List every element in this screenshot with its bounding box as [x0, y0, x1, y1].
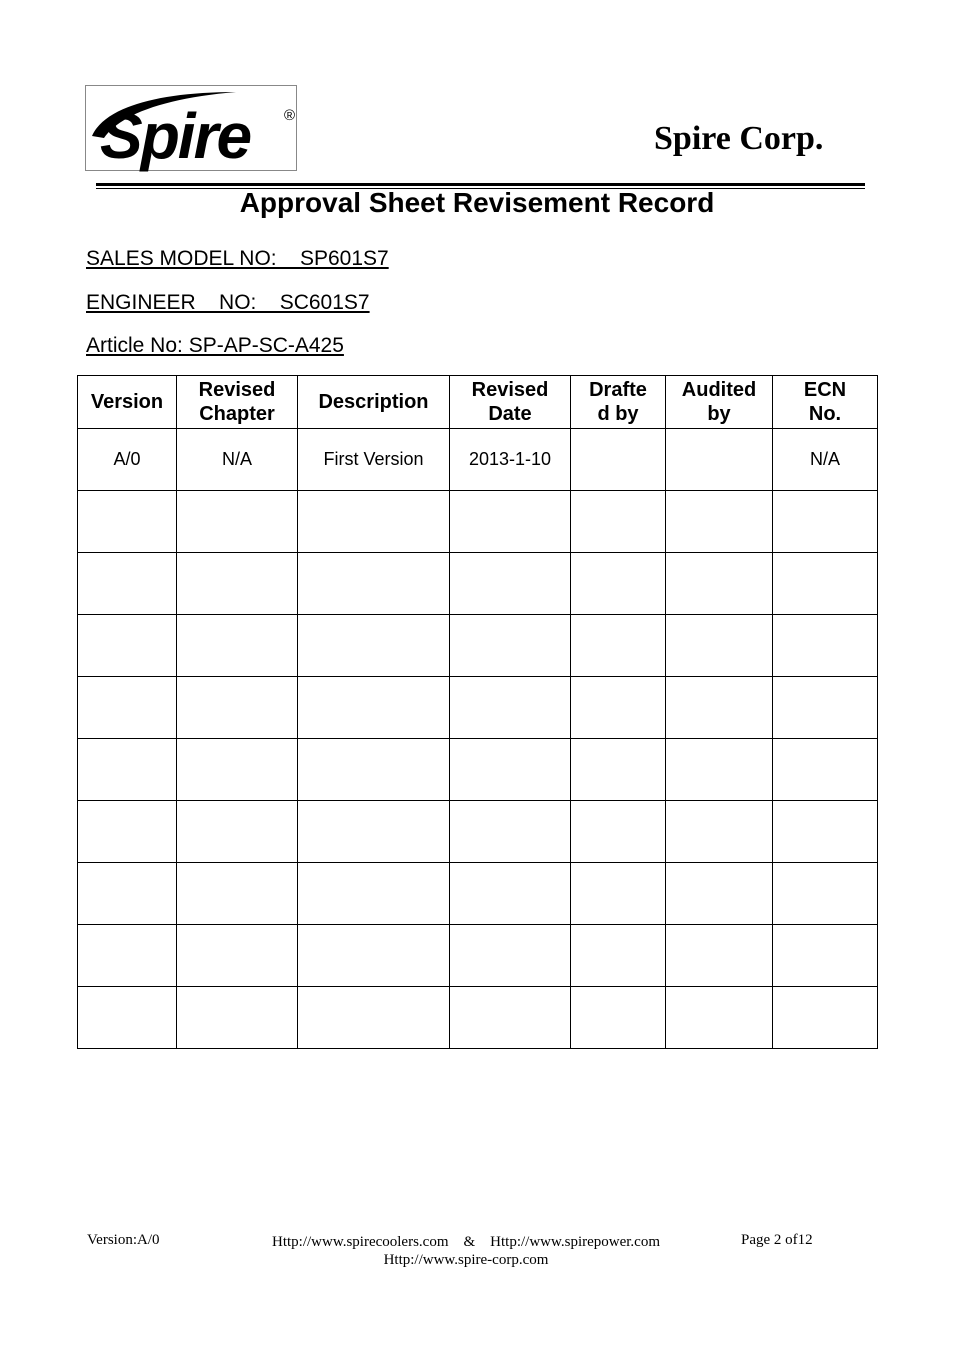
table-cell — [450, 553, 571, 615]
table-row — [78, 925, 878, 987]
table-cell — [571, 429, 666, 491]
table-cell — [450, 863, 571, 925]
table-cell — [298, 925, 450, 987]
table-cell — [450, 677, 571, 739]
column-header-line: No. — [808, 403, 842, 425]
table-cell — [571, 801, 666, 863]
sheet-title: Approval Sheet Revisement Record — [239, 187, 715, 218]
table-cell — [298, 863, 450, 925]
table-cell — [78, 491, 177, 553]
column-header — [571, 376, 666, 429]
table-cell — [773, 677, 878, 739]
table-cell — [78, 677, 177, 739]
table-cell — [177, 863, 298, 925]
column-header-line: by — [707, 403, 731, 425]
table-cell — [571, 553, 666, 615]
table-cell — [571, 925, 666, 987]
table-cell — [298, 553, 450, 615]
footer-links-line2: Http://www.spire-corp.com — [383, 1252, 549, 1268]
column-header-line: Chapter — [199, 403, 275, 425]
table-cell — [773, 801, 878, 863]
table-cell: N/A — [773, 429, 878, 491]
table-cell — [177, 491, 298, 553]
table-cell — [177, 987, 298, 1049]
logo-wordmark: Spire — [100, 100, 251, 172]
column-header-line: Date — [488, 403, 532, 425]
table-cell — [773, 491, 878, 553]
table-cell — [571, 739, 666, 801]
table-cell — [773, 615, 878, 677]
table-cell — [773, 925, 878, 987]
table-cell — [666, 925, 773, 987]
column-header-line: ECN — [803, 379, 847, 401]
table-cell — [450, 739, 571, 801]
table-cell — [298, 491, 450, 553]
table-cell — [666, 801, 773, 863]
table-cell: A/0 — [78, 429, 177, 491]
footer-version: Version:A/0 — [87, 1232, 160, 1248]
table-cell — [571, 987, 666, 1049]
table-row — [78, 429, 878, 491]
table-cell: 2013-1-10 — [450, 429, 571, 491]
table-cell — [571, 677, 666, 739]
column-header-line: Audited — [681, 379, 757, 401]
column-header — [298, 376, 450, 429]
table-cell — [298, 987, 450, 1049]
table-cell — [571, 491, 666, 553]
table-cell — [450, 615, 571, 677]
engineer-no-field: ENGINEER NO: SC601S7 — [86, 291, 370, 314]
table-cell — [177, 739, 298, 801]
table-cell — [78, 739, 177, 801]
table-cell — [78, 987, 177, 1049]
table-cell — [450, 801, 571, 863]
table-cell — [78, 801, 177, 863]
table-cell — [177, 615, 298, 677]
table-cell — [450, 987, 571, 1049]
column-header-line: Revised — [471, 379, 549, 401]
column-header — [177, 376, 298, 429]
table-cell — [773, 987, 878, 1049]
column-header — [78, 376, 177, 429]
table-row — [78, 491, 878, 553]
table-cell — [177, 801, 298, 863]
table-cell — [773, 553, 878, 615]
table-header-row — [78, 376, 878, 429]
column-header-line: Drafte — [589, 379, 647, 401]
table-cell — [666, 429, 773, 491]
footer-page-number: Page 2 of12 — [741, 1232, 813, 1248]
table-cell — [78, 863, 177, 925]
spire-logo — [85, 85, 297, 171]
footer-links-line1: Http://www.spirecoolers.com & Http://www.spirepower.com — [272, 1234, 660, 1250]
column-header-line: Version — [90, 391, 164, 413]
table-cell — [298, 615, 450, 677]
column-header — [773, 376, 878, 429]
table-cell — [666, 677, 773, 739]
table-row — [78, 739, 878, 801]
table-row — [78, 987, 878, 1049]
column-header — [450, 376, 571, 429]
column-header-line: d by — [597, 403, 639, 425]
table-cell — [666, 863, 773, 925]
table-cell — [571, 863, 666, 925]
table-cell: First Version — [298, 429, 450, 491]
table-row — [78, 615, 878, 677]
table-cell — [78, 553, 177, 615]
table-cell — [298, 677, 450, 739]
table-cell — [177, 553, 298, 615]
column-header — [666, 376, 773, 429]
table-row — [78, 677, 878, 739]
table-cell: N/A — [177, 429, 298, 491]
table-body — [78, 429, 878, 1049]
table-cell — [298, 801, 450, 863]
table-row — [78, 553, 878, 615]
table-cell — [78, 615, 177, 677]
table-cell — [450, 491, 571, 553]
sales-model-field: SALES MODEL NO: SP601S7 — [86, 247, 389, 270]
table-cell — [773, 739, 878, 801]
table-cell — [298, 739, 450, 801]
table-row — [78, 801, 878, 863]
table-cell — [450, 925, 571, 987]
table-cell — [177, 677, 298, 739]
table-cell — [666, 987, 773, 1049]
table-cell — [571, 615, 666, 677]
table-cell — [666, 491, 773, 553]
company-name: Spire Corp. — [654, 120, 824, 157]
table-cell — [666, 553, 773, 615]
revision-table — [77, 375, 878, 1049]
table-cell — [666, 739, 773, 801]
spire-logo-graphic — [86, 86, 298, 172]
table-cell — [177, 925, 298, 987]
table-cell — [78, 925, 177, 987]
table-cell — [666, 615, 773, 677]
column-header-line: Revised — [198, 379, 276, 401]
table-cell — [773, 863, 878, 925]
column-header-line: Description — [318, 391, 429, 413]
registered-mark: ® — [284, 107, 296, 124]
article-no-field: Article No: SP-AP-SC-A425 — [86, 334, 344, 357]
table-row — [78, 863, 878, 925]
